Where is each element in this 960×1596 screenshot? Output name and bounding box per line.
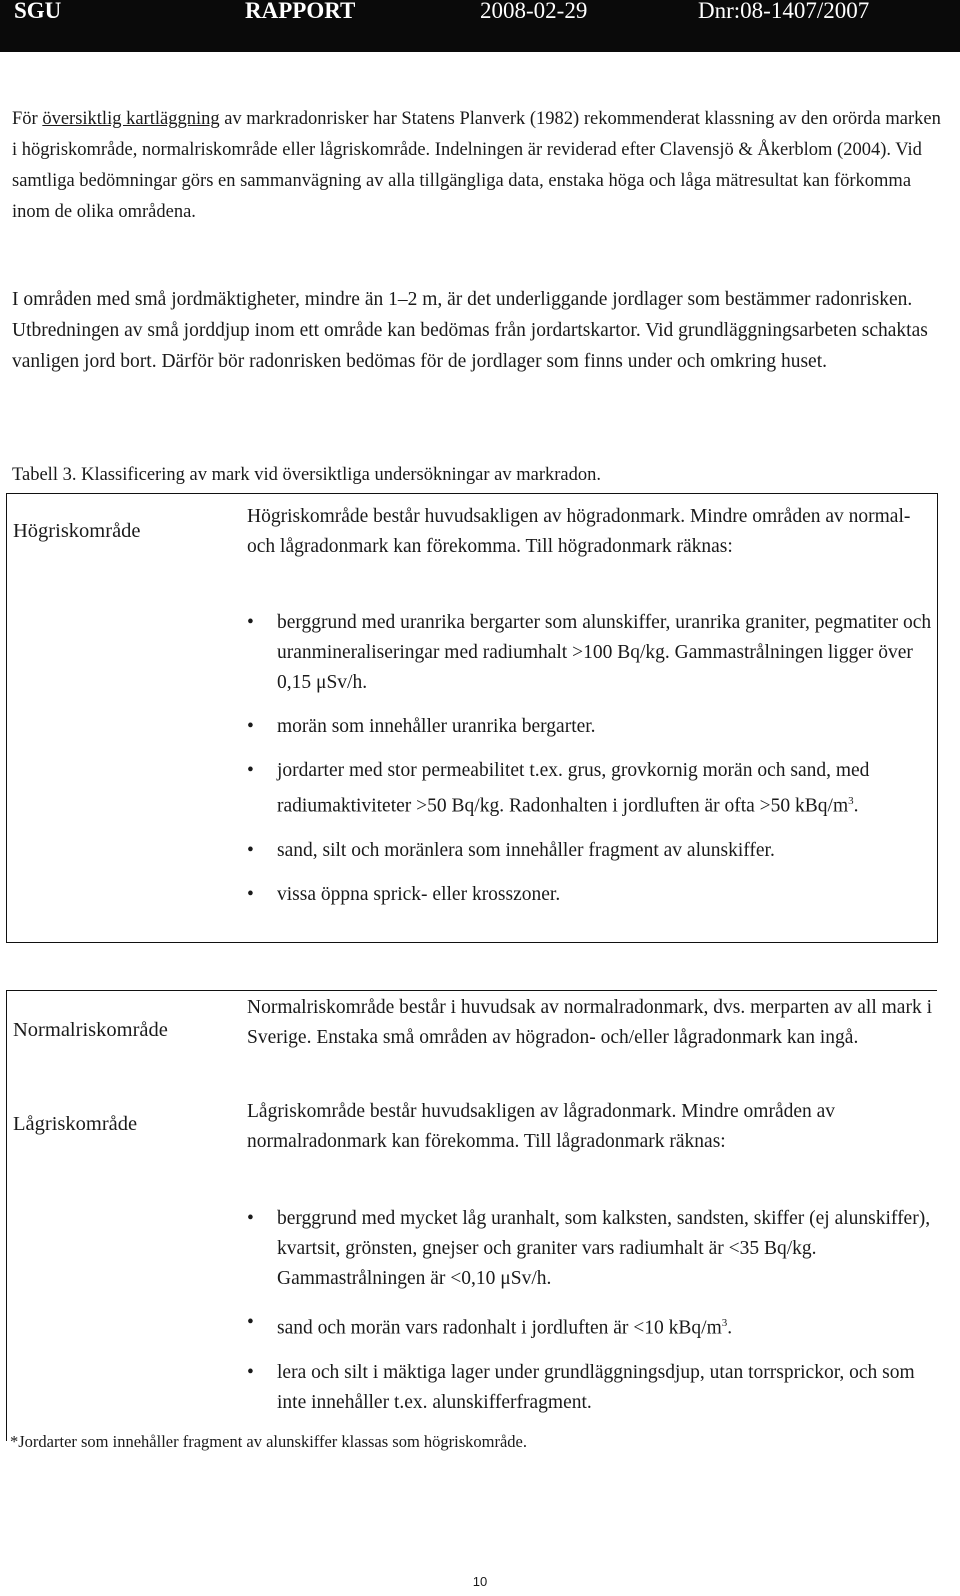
normal-risk-description: Normalriskområde består i huvudsak av normalradonmark, dvs. merparten av all mark i Sverige. Enstaka små områden av högradon- och/eller lågradonmark kan ingå.	[247, 997, 932, 1048]
list-item	[247, 756, 937, 822]
list-item	[247, 712, 937, 742]
list-item	[247, 1204, 937, 1294]
intro-rest: av markradonrisker har Statens Planverk (1982) rekommenderat klassning av den orörda marken i högriskområde, normalriskområde eller lågriskområde. Indelningen är reviderad efter Clavensjö & Åkerblom (2004). Vid samtliga bedömningar görs en sammanvägning av alla tillgängliga data, enstaka höga och låga mätresultat kan förkomma inom de olika områdena.	[12, 109, 941, 222]
header-dnr: Dnr:08-1407/2007	[698, 0, 870, 23]
low-risk-list	[247, 1204, 937, 1432]
header-org: SGU	[14, 0, 62, 23]
item-text: berggrund med uranrika bergarter som alunskiffer, uranrika graniter, pegmatiter och uranmineraliseringar med radiumhalt >100 Bq/kg. Gammastrålningen ligger över 0,15 μSv/h.	[277, 612, 932, 693]
item-text: sand, silt och moränlera som innehåller fragment av alunskiffer.	[277, 839, 775, 861]
item-text: vissa öppna sprick- eller krosszoner.	[277, 883, 561, 905]
high-risk-list	[247, 608, 937, 924]
list-item	[247, 1358, 937, 1418]
list-item	[247, 880, 937, 910]
item-text-end: .	[853, 795, 859, 817]
page-header	[0, 0, 960, 52]
item-text: berggrund med mycket låg uranhalt, som kalksten, sandsten, skiffer (ej alunskiffer), kvartsit, grönsten, gnejser och graniter vars radiumhalt är <35 Bq/kg. Gammastrålningen är <0,10 μSv/h.	[277, 1208, 931, 1289]
bullet-icon: •	[247, 612, 254, 633]
bullet-icon: •	[247, 883, 254, 905]
intro-prefix: För	[12, 109, 43, 129]
low-risk-description: Lågriskområde består huvudsakligen av lågradonmark. Mindre områden av normalradonmark kan förekomma. Till lågradonmark räknas:	[247, 1101, 836, 1152]
high-risk-description: Högriskområde består huvudsakligen av högradonmark. Mindre områden av normal- och lågradonmark kan förekomma. Till högradonmark räknas:	[247, 506, 911, 557]
bullet-icon: •	[247, 839, 254, 861]
superscript: 3	[848, 795, 854, 807]
list-item	[247, 1308, 937, 1344]
table-caption: Tabell 3. Klassificering av mark vid översiktliga undersökningar av markradon.	[12, 465, 601, 485]
superscript: 3	[721, 1317, 728, 1329]
radon-depth-paragraph: I områden med små jordmäktigheter, mindre än 1–2 m, är det underliggande jordlager som bestämmer radonrisken. Utbredningen av små jorddjup inom ett område kan bedömas från jordartskartor. Vid grundläggningsarbeten schaktas vanligen jord bort. Därför bör radonrisken bedömas för de jordlager som finns under och omkring huset.	[12, 289, 928, 372]
item-text: lera och silt i mäktiga lager under grundläggningsdjup, utan torrsprickor, och som inte innehåller t.ex. alunskifferfragment.	[277, 1361, 915, 1413]
normal-low-risk-box	[6, 990, 937, 1441]
item-text: sand och morän vars radonhalt i jordluften är <10 kBq/m	[277, 1317, 722, 1339]
low-risk-label: Lågriskområde	[13, 1113, 138, 1135]
list-item	[247, 836, 937, 866]
bullet-icon: •	[247, 1208, 254, 1229]
bullet-icon: •	[247, 760, 254, 781]
header-doc-type: RAPPORT	[245, 0, 356, 23]
bullet-icon: •	[247, 716, 254, 737]
item-text: morän som innehåller uranrika bergarter.	[277, 716, 596, 737]
high-risk-label: Högriskområde	[13, 520, 141, 542]
footnote: *Jordarter som innehåller fragment av alunskiffer klassas som högriskområde.	[10, 1432, 528, 1451]
intro-link[interactable]: översiktlig kartläggning	[42, 109, 220, 129]
item-text: jordarter med stor permeabilitet t.ex. grus, grovkornig morän och sand, med radiumaktiviteter >50 Bq/kg. Radonhalten i jordluften är ofta >50 kBq/m	[277, 760, 870, 817]
header-date: 2008-02-29	[480, 0, 588, 23]
list-item	[247, 608, 937, 698]
item-text-end: .	[727, 1317, 733, 1339]
normal-risk-label: Normalriskområde	[13, 1019, 168, 1041]
high-risk-box	[6, 493, 938, 943]
bullet-icon: •	[247, 1361, 254, 1383]
bullet-icon: •	[247, 1312, 254, 1333]
intro-paragraph	[12, 104, 947, 228]
page-number: 10	[472, 1574, 488, 1589]
